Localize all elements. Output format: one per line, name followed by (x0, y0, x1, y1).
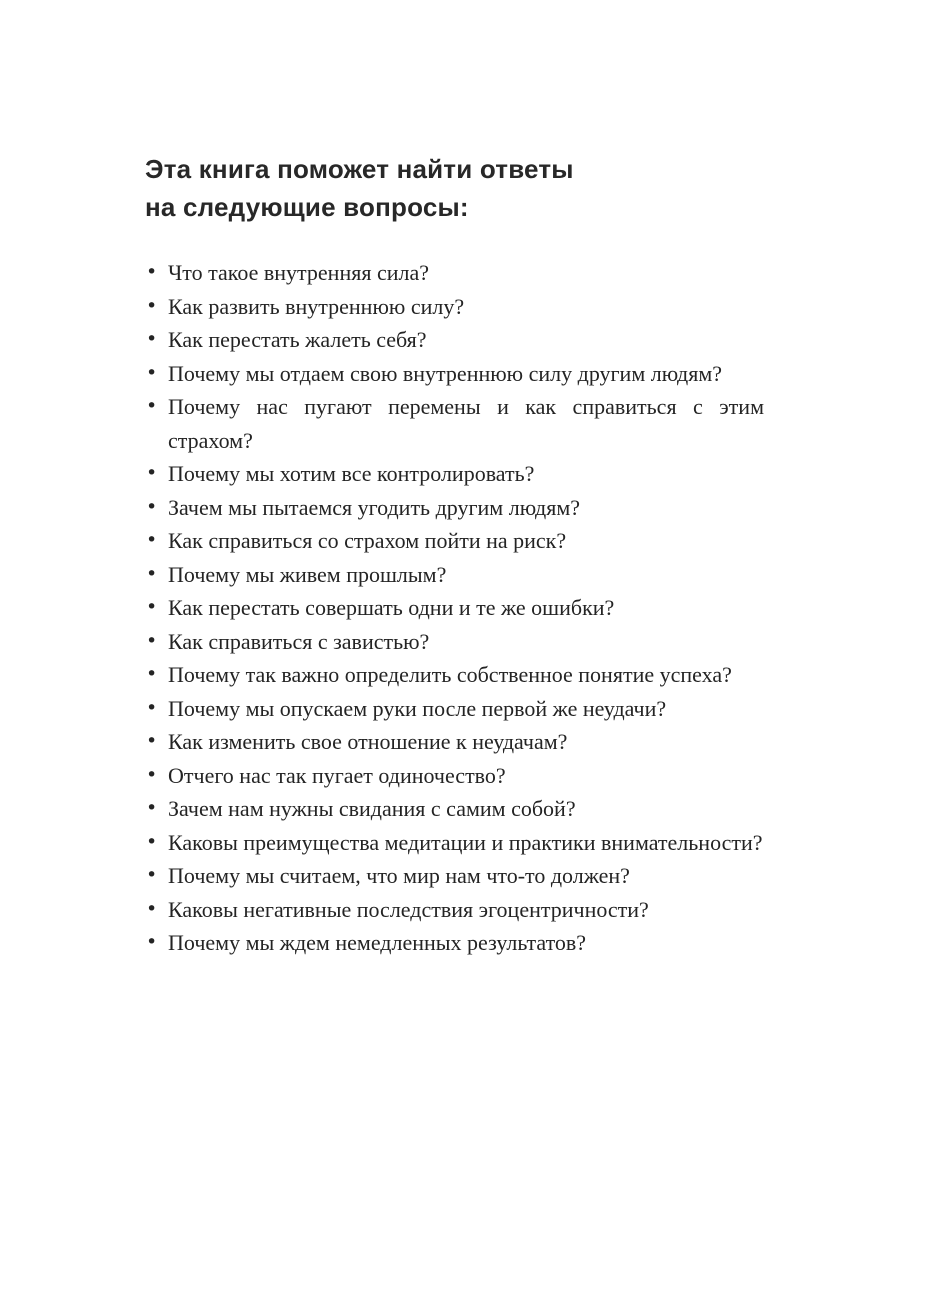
question-text: Как перестать жалеть себя? (168, 327, 427, 352)
list-item (145, 725, 764, 759)
list-item (145, 792, 764, 826)
bullet-icon: • (146, 931, 158, 953)
question-text: Каковы негативные последствия эгоцентричности? (168, 896, 649, 922)
question-text: Почему мы живем прошлым? (168, 561, 447, 587)
page-title (145, 150, 764, 226)
question-text: Каковы преимущества медитации и практики внимательности? (168, 829, 763, 855)
bullet-icon: • (146, 797, 158, 819)
question-text: Почему мы считаем, что мир нам что-то должен? (168, 863, 630, 888)
bullet-icon: • (146, 328, 158, 350)
list-item (145, 591, 764, 625)
list-item (145, 390, 764, 457)
list-item (145, 524, 764, 558)
list-item (145, 658, 764, 692)
list-item (145, 290, 764, 324)
question-text: Отчего нас так пугает одиночество? (168, 762, 506, 788)
list-item (145, 357, 764, 391)
bullet-icon: • (146, 629, 158, 652)
page-title-line-2: на следующие вопросы: (145, 192, 469, 222)
list-item (145, 625, 764, 659)
bullet-icon: • (146, 830, 158, 853)
bullet-icon: • (146, 395, 158, 417)
bullet-icon: • (146, 897, 158, 920)
list-item (145, 256, 764, 290)
questions-list (145, 256, 764, 960)
question-text: Что такое внутренняя сила? (168, 260, 430, 285)
bullet-icon: • (146, 562, 158, 585)
list-item (145, 859, 764, 893)
bullet-icon: • (146, 294, 158, 317)
bullet-icon: • (146, 596, 158, 618)
bullet-icon: • (146, 361, 158, 384)
question-text: Как справиться со страхом пойти на риск? (168, 528, 567, 553)
question-text: Как перестать совершать одни и те же ошибки? (168, 595, 615, 620)
bullet-icon: • (146, 529, 158, 551)
bullet-icon: • (146, 730, 158, 752)
list-item (145, 926, 764, 960)
bullet-icon: • (146, 864, 158, 886)
list-item (145, 558, 764, 592)
bullet-icon: • (146, 663, 158, 685)
bullet-icon: • (146, 495, 158, 518)
question-text: Почему так важно определить собственное понятие успеха? (168, 662, 732, 687)
question-text: Зачем мы пытаемся угодить другим людям? (168, 494, 581, 520)
page-title-line-1: Эта книга поможет найти ответы (145, 154, 574, 184)
question-text: Почему нас пугают перемены и как справиться с этим страхом? (168, 394, 764, 453)
question-text: Зачем нам нужны свидания с самим собой? (168, 796, 576, 821)
list-item (145, 759, 764, 793)
list-item (145, 323, 764, 357)
list-item (145, 491, 764, 525)
list-item (145, 826, 764, 860)
question-text: Как справиться с завистью? (168, 628, 430, 654)
bullet-icon: • (146, 696, 158, 719)
question-text: Почему мы хотим все контролировать? (168, 461, 535, 486)
list-item (145, 893, 764, 927)
bullet-icon: • (146, 763, 158, 786)
bullet-icon: • (146, 462, 158, 484)
question-text: Почему мы отдаем свою внутреннюю силу другим людям? (168, 360, 723, 386)
question-text: Как изменить свое отношение к неудачам? (168, 729, 568, 754)
question-text: Как развить внутреннюю силу? (168, 293, 465, 319)
bullet-icon: • (146, 261, 158, 283)
question-text: Почему мы опускаем руки после первой же неудачи? (168, 695, 667, 721)
list-item (145, 692, 764, 726)
question-text: Почему мы ждем немедленных результатов? (168, 930, 587, 955)
list-item (145, 457, 764, 491)
